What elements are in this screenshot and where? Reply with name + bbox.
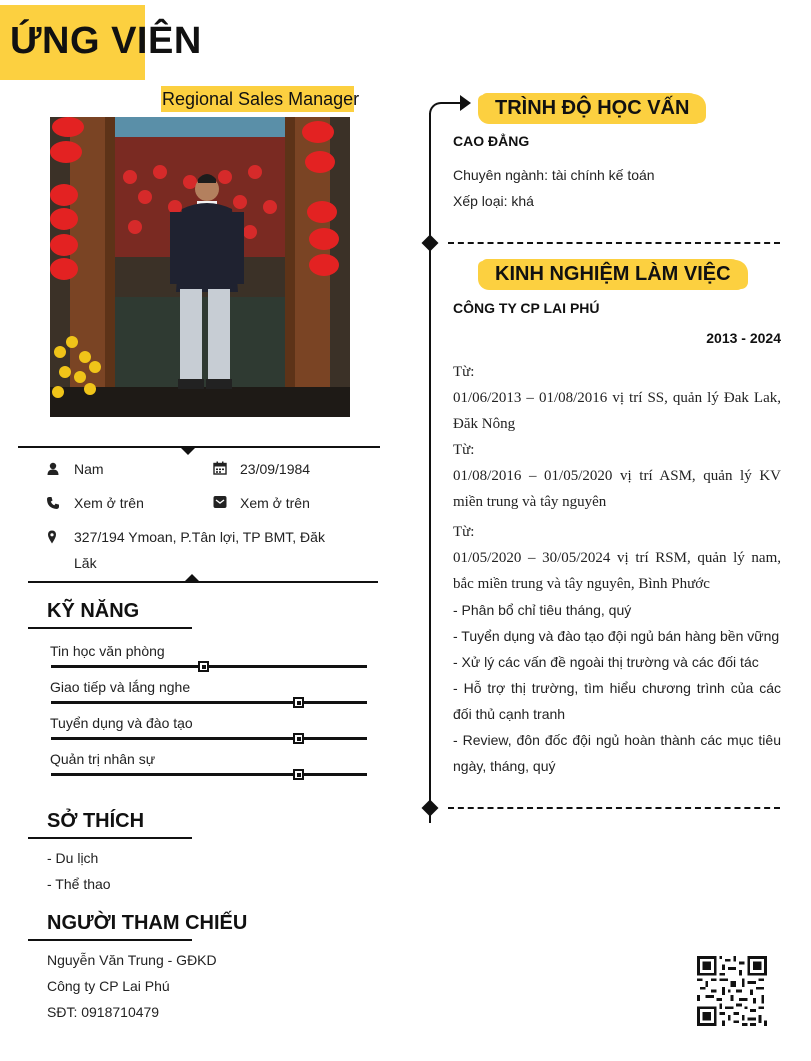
timeline-diamond <box>422 235 439 252</box>
role-3: 01/05/2020 – 30/05/2024 vị trí RSM, quản lý nam, bắc miền trung và tây nguyên, Bình Phước <box>453 550 781 592</box>
phone-value: Xem ở trên <box>74 495 144 511</box>
timeline-line <box>429 113 431 823</box>
education-grade: Xếp loại: khá <box>453 193 534 209</box>
experience-heading: KINH NGHIỆM LÀM VIỆC <box>481 259 745 290</box>
phone-icon <box>46 496 60 510</box>
address-line-2: Lăk <box>74 555 97 571</box>
skill-level-knob <box>293 769 304 780</box>
education-major: Chuyên ngành: tài chính kế toán <box>453 167 655 183</box>
from-label: Từ: <box>453 524 475 540</box>
duty-item: - Hỗ trợ thị trường, tìm hiểu chương trình của các đối thủ cạnh tranh <box>453 680 781 722</box>
skill-track <box>51 737 367 740</box>
job-title: Regional Sales Manager <box>161 86 354 112</box>
info-bottom-divider-arrow <box>184 574 200 582</box>
skill-label: Tuyển dụng và đào tạo <box>50 715 193 731</box>
info-top-divider <box>18 446 380 448</box>
reference-phone: SĐT: 0918710479 <box>47 1004 160 1020</box>
candidate-photo <box>50 117 350 417</box>
info-top-divider-arrow <box>180 447 196 455</box>
skills-underline <box>28 627 192 629</box>
skill-track <box>51 701 367 704</box>
education-heading: TRÌNH ĐỘ HỌC VẤN <box>481 93 703 124</box>
qr-code <box>697 956 767 1026</box>
skill-level-knob <box>293 697 304 708</box>
calendar-icon <box>213 461 227 475</box>
skill-track <box>51 665 367 668</box>
skill-label: Tin học văn phòng <box>50 643 165 659</box>
email-icon <box>213 495 227 509</box>
skill-label: Quản trị nhân sự <box>50 751 156 767</box>
skill-track <box>51 773 367 776</box>
from-label: Từ: <box>453 442 475 458</box>
role-1: 01/06/2013 – 01/08/2016 vị trí SS, quản lý Đak Lak, Đăk Nông <box>453 390 781 432</box>
timeline-arrow-icon <box>460 95 471 111</box>
birthday-value: 23/09/1984 <box>240 461 311 477</box>
hobby-item: - Du lịch <box>47 850 99 866</box>
hobby-item: - Thể thao <box>47 876 111 892</box>
email-value: Xem ở trên <box>240 495 310 511</box>
user-icon <box>46 462 60 476</box>
duty-item: - Review, đôn đốc đội ngủ hoàn thành các mục tiêu ngày, tháng, quý <box>453 732 781 774</box>
info-bottom-divider <box>28 581 378 583</box>
education-level: CAO ĐẲNG <box>453 133 530 149</box>
hobbies-underline <box>28 837 192 839</box>
skill-label: Giao tiếp và lắng nghe <box>50 679 191 695</box>
skill-level-knob <box>198 661 209 672</box>
gender-value: Nam <box>74 461 104 477</box>
duty-item: - Tuyển dụng và đào tạo đội ngủ bán hàng bền vững <box>453 628 780 644</box>
skills-heading: KỸ NĂNG <box>47 600 140 622</box>
reference-company: Công ty CP Lai Phú <box>47 978 170 994</box>
experience-company: CÔNG TY CP LAI PHÚ <box>453 300 600 316</box>
location-icon <box>45 530 59 544</box>
skill-level-knob <box>293 733 304 744</box>
hobbies-heading: SỞ THÍCH <box>47 810 145 832</box>
reference-name: Nguyễn Văn Trung - GĐKD <box>47 952 217 968</box>
education-dashed-divider <box>448 242 780 244</box>
experience-dashed-divider <box>448 807 780 809</box>
address-line-1: 327/194 Ymoan, P.Tân lợi, TP BMT, Đăk <box>74 529 325 545</box>
candidate-name: ỨNG VIÊN <box>10 20 202 62</box>
from-label: Từ: <box>453 364 475 380</box>
duty-item: - Xử lý các vấn đề ngoài thị trường và các đối tác <box>453 654 759 670</box>
references-underline <box>28 939 192 941</box>
role-2: 01/08/2016 – 01/05/2020 vị trí ASM, quản lý KV miền trung và tây nguyên <box>453 468 781 510</box>
experience-period: 2013 - 2024 <box>706 330 781 346</box>
references-heading: NGƯỜI THAM CHIẾU <box>47 912 248 934</box>
timeline-diamond <box>422 800 439 817</box>
duty-item: - Phân bổ chỉ tiêu tháng, quý <box>453 602 632 618</box>
timeline-curve <box>429 102 451 124</box>
